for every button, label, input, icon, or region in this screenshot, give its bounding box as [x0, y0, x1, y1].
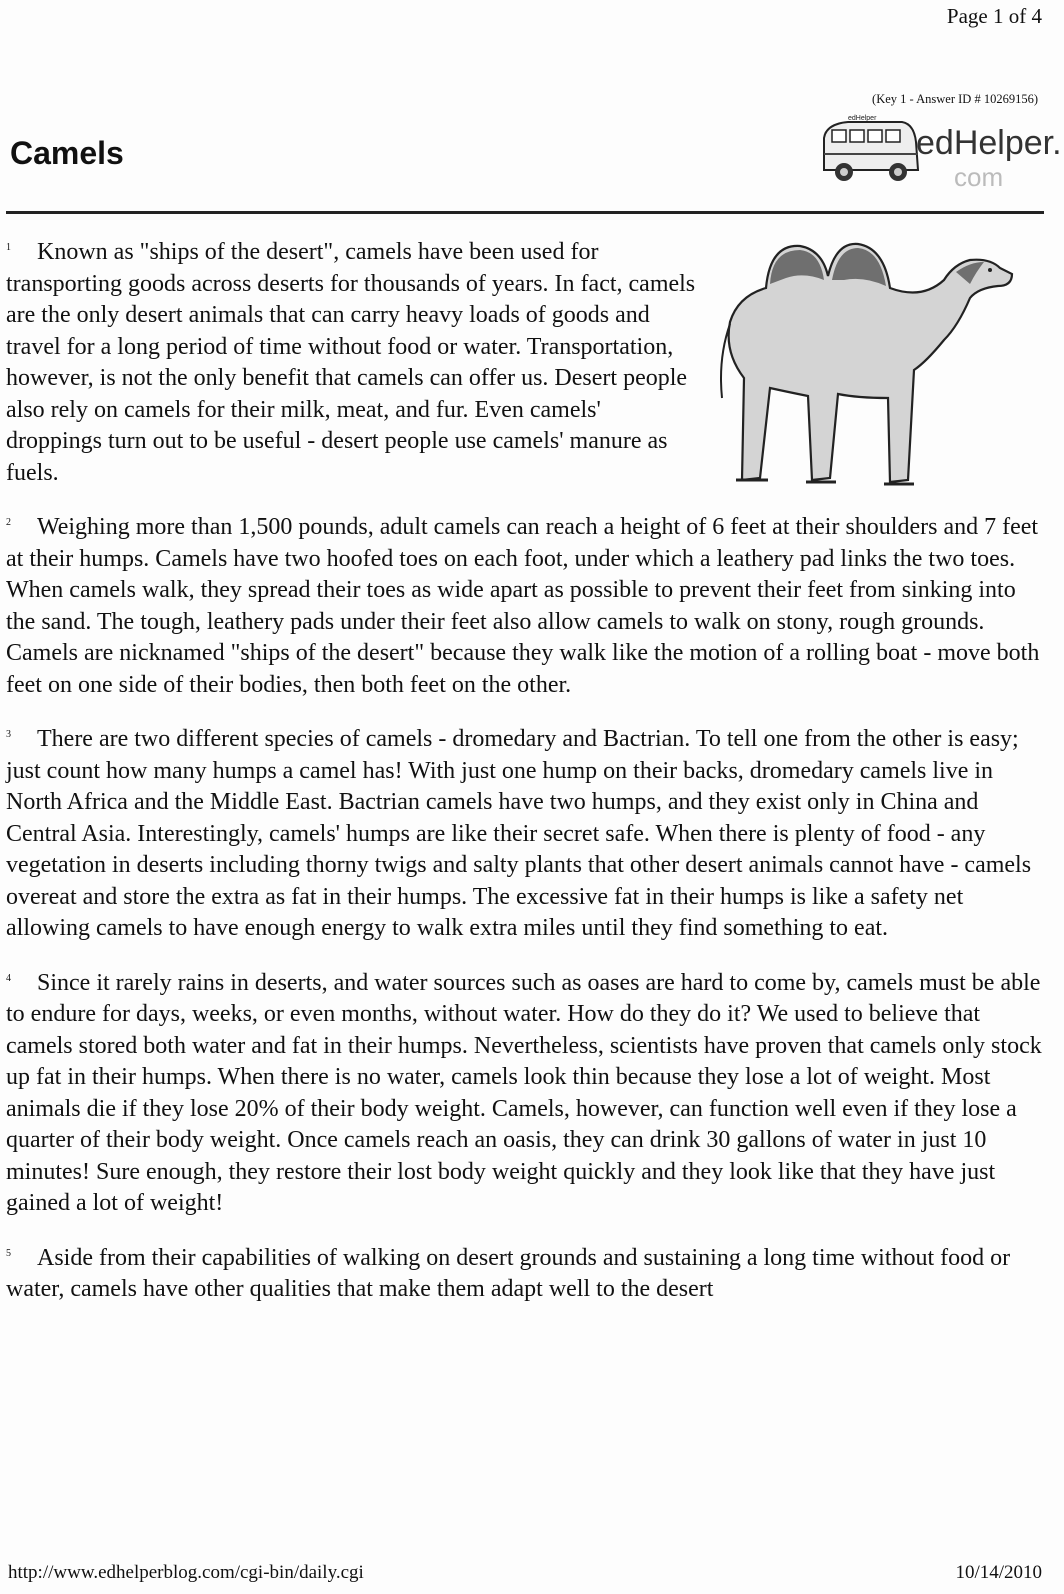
paragraph-text: Aside from their capabilities of walking on desert grounds and sustaining a long time without food or water, camels have other qualities that make them adapt well to the desert [6, 1244, 1011, 1302]
paragraph-number: 5 [6, 1247, 11, 1259]
paragraph-2 [6, 507, 1046, 701]
footer-url: http://www.edhelperblog.com/cgi-bin/daily.cgi [8, 1562, 364, 1583]
logo-dotcom: com [954, 162, 1004, 192]
paragraph-number: 2 [6, 517, 11, 528]
logo-wordmark: edHelper. [916, 124, 1062, 162]
paragraph-text: Weighing more than 1,500 pounds, adult camels can reach a height of 6 feet at their shoulders and 7 feet at their humps. Camels have two hoofed toes on each foot, under which a leathery pad links the two toes. When camels walk, they spread their toes as wide apart as possible to prevent their feet from sinking into the sand. The tough, leathery pads under their feet also allow camels to walk on stony, rough grounds. Camels are nicknamed "ships of the desert" because they walk like the motion of a rolling boat - move both feet on one side of their bodies, then both feet on the other. [6, 514, 1040, 698]
header-divider [6, 211, 1044, 214]
bactrian-camel-illustration [708, 228, 1038, 496]
edhelper-logo [818, 108, 1062, 192]
article-body [6, 232, 1046, 1324]
paragraph-4 [6, 963, 1046, 1220]
school-bus-icon [824, 115, 918, 181]
page-title: Camels [10, 135, 124, 171]
paragraph-text: Since it rarely rains in deserts, and water sources such as oases are hard to come by, camels must be able to endure for days, weeks, or even months, without water. How do they do it? We used to believe that camels stored both water and fat in their humps. Nevertheless, scientists have proven that camels only stock up fat in their humps. When there is no water, camels look thin because they lose a lot of weight. Most animals die if they lose 20% of their body weight. Camels, however, can function well even if they lose a quarter of their body weight. Once camels reach an oasis, they can drink 30 gallons of water in just 10 minutes! Sure enough, they restore their lost body weight quickly and they look like that they have just gained a lot of weight! [6, 969, 1042, 1216]
paragraph-number: 4 [6, 972, 11, 984]
paragraph-1 [6, 232, 1046, 489]
paragraph-number: 1 [6, 242, 11, 253]
footer-date: 10/14/2010 [955, 1562, 1042, 1583]
paragraph-5 [6, 1238, 1046, 1306]
paragraph-3 [6, 719, 1046, 945]
answer-key-id: (Key 1 - Answer ID # 10269156) [872, 92, 1038, 106]
paragraph-text: Known as "ships of the desert", camels have been used for transporting goods across deserts for thousands of years. In fact, camels are the only desert animals that can carry heavy loads of goods and travel for a long period of time without food or water. Transportation, however, is not the only benefit that camels can offer us. Desert people also rely on camels for their milk, meat, and fur. Even camels' droppings turn out to be useful - desert people use camels' manure as fuels. [6, 239, 696, 486]
bus-label: edHelper [848, 115, 877, 122]
paragraph-text: There are two different species of camels - dromedary and Bactrian. To tell one from the other is easy; just count how many humps a camel has! With just one hump on their backs, dromedary camels live in North Africa and the Middle East. Bactrian camels have two humps, and they exist only in China and Central Asia. Interestingly, camels' humps are like their secret safe. When there is plenty of food - any vegetation in deserts including thorny twigs and salty plants that other desert animals cannot have - camels overeat and store the extra as fat in their humps. The excessive fat in their humps is like a safety net allowing camels to have enough energy to walk extra miles until they find something to eat. [6, 726, 1032, 941]
paragraph-number: 3 [6, 729, 11, 740]
page-number: Page 1 of 4 [946, 4, 1042, 28]
